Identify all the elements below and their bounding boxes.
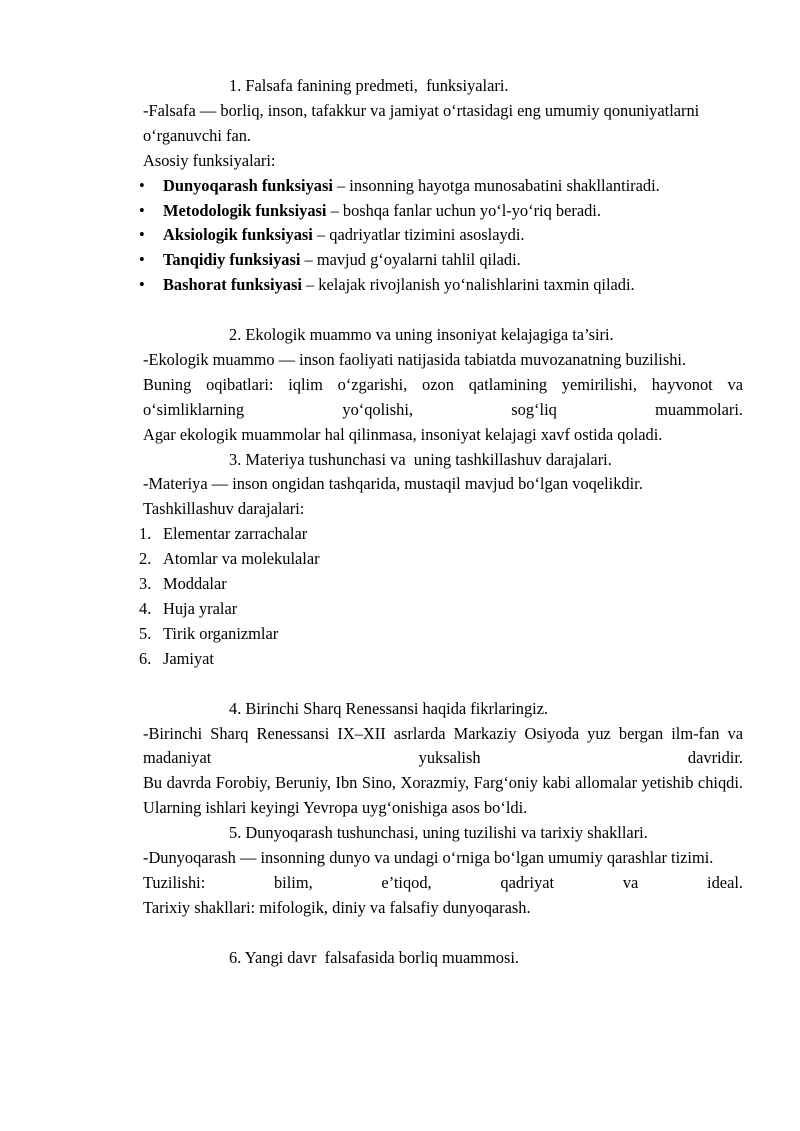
list-text: Moddalar	[163, 574, 227, 594]
section-4	[143, 697, 743, 822]
section-6	[143, 946, 743, 971]
bullet-icon: •	[139, 175, 145, 195]
document-body	[139, 74, 743, 971]
influence-paragraph: Ularning ishlari keyingi Yevropa uyg‘onishiga asos bo‘ldi.	[143, 798, 528, 818]
section-heading: 3. Materiya tushunchasi va uning tashkillashuv darajalari.	[229, 449, 612, 469]
list-number: 2.	[139, 549, 152, 569]
list-text: Atomlar va molekulalar	[163, 549, 320, 569]
definition-paragraph: -Dunyoqarash — insonning dunyo va undagi o‘rniga bo‘lgan umumiy qarashlar tizimi.	[143, 848, 714, 868]
bullet-icon: •	[139, 225, 145, 245]
function-desc: – boshqa fanlar uchun yo‘l-yo‘riq beradi.	[326, 200, 601, 220]
definition-paragraph: -Falsafa — borliq, inson, tafakkur va jamiyat o‘rtasidagi eng umumiy qonuniyatlarni o‘rganuvchi fan.	[143, 100, 700, 145]
definition-paragraph: -Materiya — inson ongidan tashqarida, mustaqil mavjud bo‘lgan voqelikdir.	[143, 474, 643, 494]
list-text: Huja yralar	[163, 599, 238, 619]
list-item	[139, 572, 743, 597]
list-item	[139, 248, 743, 273]
list-item	[139, 622, 743, 647]
list-item	[139, 522, 743, 547]
scholars-paragraph: Bu davrda Forobiy, Beruniy, Ibn Sino, Xorazmiy, Farg‘oniy kabi allomalar yetishib chiqdi.	[143, 773, 743, 793]
list-item	[139, 174, 743, 199]
bullet-icon: •	[139, 250, 145, 270]
list-item	[139, 547, 743, 572]
list-number: 3.	[139, 574, 152, 594]
bullet-icon: •	[139, 200, 145, 220]
list-item	[139, 223, 743, 248]
blank-line	[143, 921, 743, 946]
list-item	[139, 597, 743, 622]
levels-list	[139, 522, 743, 671]
conclusion-paragraph: Agar ekologik muammolar hal qilinmasa, insoniyat kelajagi xavf ostida qoladi.	[143, 424, 663, 444]
definition-paragraph: -Birinchi Sharq Renessansi IX–XII asrlarda Markaziy Osiyoda yuz bergan ilm-fan va madaniyat yuksalish davridir.	[143, 723, 743, 768]
list-intro: Tashkillashuv darajalari:	[143, 499, 305, 519]
function-desc: – kelajak rivojlanish yo‘nalishlarini taxmin qiladi.	[301, 275, 635, 295]
forms-paragraph: Tarixiy shakllari: mifologik, diniy va falsafiy dunyoqarash.	[143, 897, 531, 917]
list-item	[139, 647, 743, 672]
function-term: Dunyoqarash funksiyasi	[163, 175, 333, 195]
function-desc: – insonning hayotga munosabatini shakllantiradi.	[332, 175, 660, 195]
list-text: Elementar zarrachalar	[163, 524, 308, 544]
list-number: 5.	[139, 623, 152, 643]
section-heading: 5. Dunyoqarash tushunchasi, uning tuzilishi va tarixiy shakllari.	[229, 823, 648, 843]
list-number: 4.	[139, 599, 152, 619]
section-heading: 6. Yangi davr falsafasida borliq muammosi.	[229, 947, 519, 967]
function-term: Tanqidiy funksiyasi	[163, 250, 301, 270]
section-3	[139, 448, 743, 697]
list-number: 6.	[139, 648, 152, 668]
blank-line	[143, 298, 743, 323]
function-term: Bashorat funksiyasi	[163, 275, 302, 295]
list-number: 1.	[139, 524, 152, 544]
section-heading: 2. Ekologik muammo va uning insoniyat kelajagiga ta’siri.	[229, 325, 614, 345]
section-2	[143, 323, 743, 448]
list-intro: Asosiy funksiyalari:	[143, 150, 276, 170]
definition-paragraph: -Ekologik muammo — inson faoliyati natijasida tabiatda muvozanatning buzilishi.	[143, 349, 687, 369]
function-desc: – qadriyatlar tizimini asoslaydi.	[312, 225, 525, 245]
structure-paragraph: Tuzilishi: bilim, e’tiqod, qadriyat va ideal.	[143, 872, 743, 892]
blank-line	[143, 672, 743, 697]
bullet-icon: •	[139, 275, 145, 295]
section-heading: 1. Falsafa fanining predmeti, funksiyalari.	[229, 76, 509, 95]
section-1	[139, 74, 743, 323]
section-5	[143, 821, 743, 946]
section-heading: 4. Birinchi Sharq Renessansi haqida fikrlaringiz.	[229, 698, 549, 718]
list-item	[139, 273, 743, 298]
list-item	[139, 199, 743, 224]
function-term: Metodologik funksiyasi	[163, 200, 327, 220]
function-term: Aksiologik funksiyasi	[163, 225, 313, 245]
function-desc: – mavjud g‘oyalarni tahlil qiladi.	[300, 250, 521, 270]
list-text: Tirik organizmlar	[163, 623, 279, 643]
consequences-paragraph: Buning oqibatlari: iqlim o‘zgarishi, ozon qatlamining yemirilishi, hayvonot va o‘simliklarning yo‘qolishi, sog‘liq muammolari.	[143, 374, 743, 419]
functions-list	[139, 174, 743, 299]
list-text: Jamiyat	[163, 648, 214, 668]
